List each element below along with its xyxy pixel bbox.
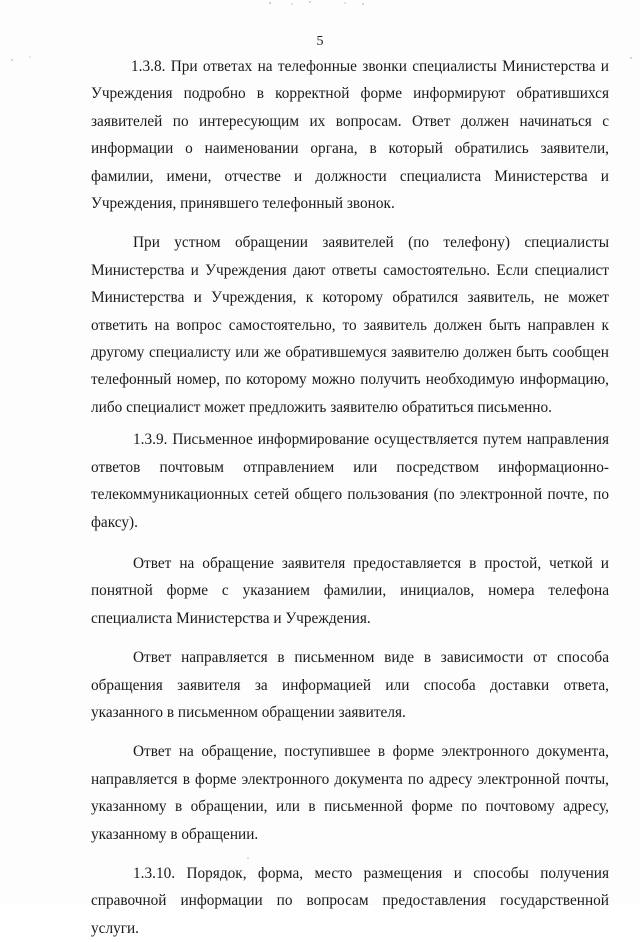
paragraph-1-3-9: 1.3.9. Письменное информирование осуществляется путем направления ответов почтовым отправлением или посредством информационно-телекоммуникационных сетей общего пользования (по электронной почте, по факсу).	[91, 431, 609, 531]
page-number: 5	[316, 34, 324, 49]
paragraph-answer-written: Ответ направляется в письменном виде в зависимости от способа обращения заявителя за информацией или способа доставки ответа, указанного в письменном обращении заявителя.	[91, 649, 609, 721]
paragraph-1-3-8: 1.3.8. При ответах на телефонные звонки специалисты Министерства и Учреждения подробно в корректной форме информируют обратившихся заявителей по интересующим их вопросам. Ответ должен начинаться с информации о наименовании органа, в который обратились заявители, фамилии, имени, отчестве и должности специалиста Министерства и Учреждения, принявшего телефонный звонок.	[91, 58, 609, 213]
paragraph-phone-requests: При устном обращении заявителей (по телефону) специалисты Министерства и Учреждения дают ответы самостоятельно. Если специалист Министерства и Учреждения, к которому обратился заявитель, не может ответить на вопрос самостоятельно, то заявитель должен быть направлен к другому специалисту или же обратившемуся заявителю должен быть сообщен телефонный номер, по которому можно получить необходимую информацию, либо специалист может предложить заявителю обратиться письменно.	[91, 234, 609, 416]
paragraph-answer-form: Ответ на обращение заявителя предоставляется в простой, четкой и понятной форме с указанием фамилии, инициалов, номера телефона специалиста Министерства и Учреждения.	[91, 554, 609, 627]
document-body	[91, 53, 609, 942]
paragraph-1-3-10: 1.3.10. Порядок, форма, место размещения и способы получения справочной информации по вопросам предоставления государственной услуги.	[91, 864, 609, 937]
paragraph-answer-electronic: Ответ на обращение, поступившее в форме электронного документа, направляется в форме электронного документа по адресу электронной почты, указанному в обращении, или в письменной форме по почтовому адресу, указанному в обращении.	[91, 743, 609, 843]
